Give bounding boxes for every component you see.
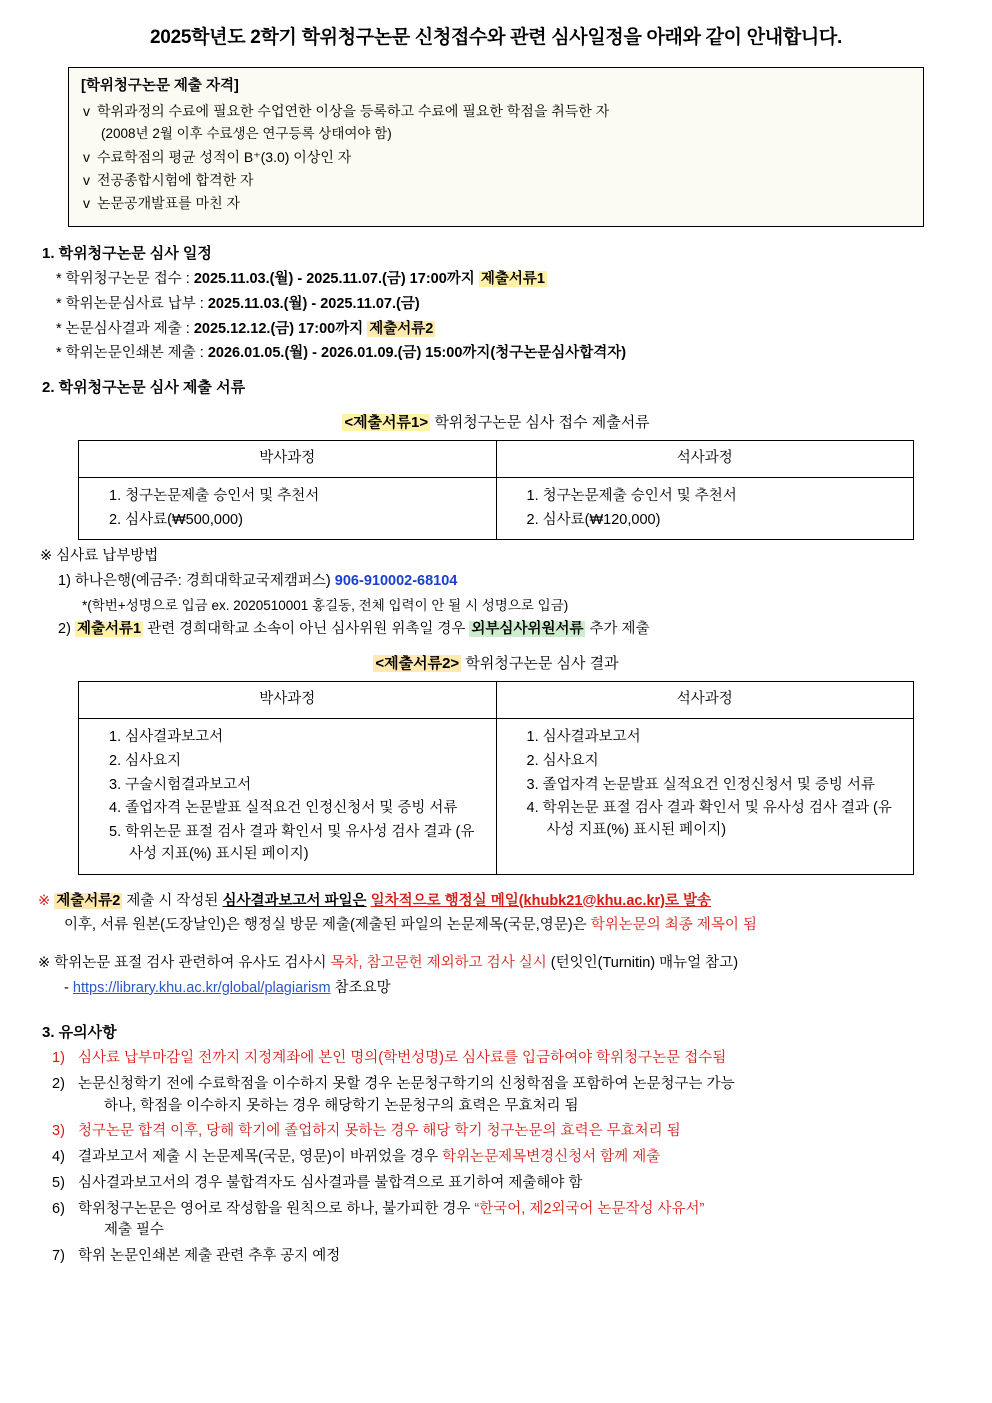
schedule-label-1: * 학위청구논문 접수 : [56,271,190,287]
chevron-icon: v [83,148,90,165]
payment-item-2 [58,619,954,641]
schedule-line-4 [56,343,954,365]
list-item: 5. 학위논문 표절 검사 결과 확인서 및 유사성 검사 결과 (유사성 지표(%) 표시된 페이지) [109,824,475,862]
notice-num-5: 5) [52,1174,65,1191]
payment-bank-label: 1) 하나은행(예금주: 경희대학교국제캠퍼스) [58,573,331,589]
list-item: 1. 심사결과보고서 [526,729,641,745]
qualification-item [81,170,911,191]
qualification-item-text: 논문공개발표를 마친 자 [97,194,241,211]
list-item: 1. 심사결과보고서 [109,729,224,745]
table-header-row [79,441,914,478]
qualification-item [81,101,911,122]
warning-block-1 [38,891,954,938]
notice-text-6-cont: 제출 필수 [104,1222,165,1239]
list-item: 2. 심사요지 [526,752,599,769]
table-2-caption-tag: <제출서류2> [375,654,460,672]
notice-item-3 [52,1121,954,1143]
table-2-header-master: 석사과정 [496,682,914,719]
payment-item-1 [58,571,954,593]
list-item: 2. 심사요지 [109,752,182,769]
warning-mid-1: 제출 시 작성된 [126,892,219,909]
schedule-label-2: * 학위논문심사료 납부 : [56,295,204,312]
table-1-caption-tag: <제출서류1> [344,413,429,431]
notice-text-1: 심사료 납부마감일 전까지 지정계좌에 본인 명의(학번성명)로 심사료를 입금하여야 학위청구논문 접수됨 [78,1050,727,1066]
section-1-heading: 1. 학위청구논문 심사 일정 [42,244,212,262]
table-2-cell-doctor [79,719,497,875]
warning-tag-1: 제출서류2 [56,892,121,909]
notice-text-2-cont: 하나, 학점을 이수하지 못하는 경우 해당학기 논문청구의 효력은 무효처리 됨 [104,1097,579,1114]
notice-item-6 [52,1199,954,1243]
chevron-icon: v [83,103,90,120]
qualification-item-text: 학위과정의 수료에 필요한 수업연한 이상을 등록하고 수료에 필요한 학점을 취득한 자 [97,103,610,120]
qualification-heading: [학위청구논문 제출 자격] [81,77,239,94]
qualification-subnote: (2008년 2월 이후 수료생은 연구등록 상태여야 함) [101,126,392,142]
plagiarism-guide-link[interactable]: https://library.khu.ac.kr/global/plagiarism [72,979,331,996]
warning-line-2 [38,915,954,937]
warning-text-2a: 학위논문 표절 검사 관련하여 유사도 검사시 [54,955,327,971]
list-item: 1. 청구논문제출 승인서 및 추천서 [109,487,320,504]
table-row [79,477,914,540]
schedule-line-1 [56,269,954,291]
warning-red-2: 목차, 참고문헌 제외하고 검사 실시 [330,955,547,971]
warning-line-2-text: 이후, 서류 원본(도장날인)은 행정실 방문 제출(제출된 파일의 논문제목(국문,영문)은 [64,917,587,934]
warning-mark-2: ※ [38,955,51,971]
warning-link-after: 참조요망 [334,979,391,996]
notice-text-7: 학위 논문인쇄본 제출 관련 추후 공지 예정 [78,1248,341,1264]
table-1-header-master: 석사과정 [496,441,914,478]
warning-line-1 [38,891,954,913]
table-1-header-doctor: 박사과정 [79,441,497,478]
qualification-box [68,67,924,227]
table-row [79,719,914,875]
warning-text-2b: (턴잇인(Turnitin) 매뉴얼 참고) [550,955,739,971]
notice-item-7 [52,1246,954,1268]
qualification-item [81,147,911,168]
payment-item-2-num: 2) [58,621,71,637]
table-header-row [79,682,914,719]
table-2-cell-master [496,719,914,875]
qualification-item-text: 수료학점의 평균 성적이 B⁺(3.0) 이상인 자 [97,148,352,165]
notice-text-4-red: 학위논문제목변경신청서 함께 제출 [442,1149,661,1165]
list-item: 4. 졸업자격 논문발표 실적요건 인정신청서 및 증빙 서류 [109,800,458,817]
notice-text-5: 심사결과보고서의 경우 불합격자도 심사결과를 불합격으로 표기하여 제출해야 함 [78,1174,583,1191]
schedule-value-2: 2025.11.03.(월) - 2025.11.07.(금) [207,295,420,312]
list-item: 3. 졸업자격 논문발표 실적요건 인정신청서 및 증빙 서류 [526,776,875,793]
section-2-heading: 2. 학위청구논문 심사 제출 서류 [42,379,246,396]
table-1-caption [38,412,954,435]
table-2-caption-text: 학위청구논문 심사 결과 [465,654,619,672]
notice-num-7: 7) [52,1248,65,1264]
notice-num-2: 2) [52,1075,65,1092]
notice-num-1: 1) [52,1050,65,1066]
dash-marker: - [64,979,69,996]
table-1-cell-master [496,477,914,540]
list-item: 2. 심사료(₩500,000) [109,511,243,528]
notice-num-4: 4) [52,1149,65,1165]
schedule-label-3: * 논문심사결과 제출 : [56,320,190,337]
payment-item-2-tag2: 외부심사위원서류 [471,621,584,637]
warning-bold-1: 심사결과보고서 파일은 [222,892,367,909]
schedule-value-1: 2025.11.03.(월) - 2025.11.07.(금) 17:00까지 [193,271,475,287]
warning-block-2 [38,953,954,1000]
notice-list [38,1048,954,1268]
list-item: 1. 청구논문제출 승인서 및 추천서 [526,487,737,504]
warning-line-3 [38,953,954,975]
schedule-line-3 [56,319,954,341]
submission-documents-table-1 [78,440,914,540]
table-1-cell-doctor [79,477,497,540]
notice-num-3: 3) [52,1123,65,1140]
payment-item-2-end: 추가 제출 [589,621,650,637]
notice-item-5 [52,1173,954,1195]
submission-documents-table-2 [78,681,914,874]
schedule-value-3: 2025.12.12.(금) 17:00까지 [193,320,364,337]
list-item: 2. 심사료(₩120,000) [526,511,661,528]
payment-item-2-mid: 관련 경희대학교 소속이 아닌 심사위원 위촉일 경우 [147,621,466,637]
notice-text-3: 청구논문 합격 이후, 당해 학기에 졸업하지 못하는 경우 해당 학기 청구논문의 효력은 무효처리 됨 [78,1123,681,1140]
page-title: 2025학년도 2학기 학위청구논문 신청접수와 관련 심사일정을 아래와 같이 안내합니다. [150,27,842,48]
chevron-icon: v [83,194,90,211]
payment-title: ※ 심사료 납부방법 [40,548,159,565]
qualification-item-text: 전공종합시험에 합격한 자 [97,171,254,188]
payment-account-number: 906-910002-68104 [334,573,458,589]
qualification-item [81,193,911,214]
notice-text-4: 결과보고서 제출 시 논문제목(국문, 영문)이 바뀌었을 경우 [78,1149,439,1165]
notice-text-6: 학위청구논문은 영어로 작성함을 원칙으로 하나, 불가피한 경우 [78,1200,471,1217]
table-2-header-doctor: 박사과정 [79,682,497,719]
chevron-icon: v [83,171,90,188]
warning-line-4 [38,978,954,1000]
section-3-heading: 3. 유의사항 [42,1023,117,1041]
notice-item-4 [52,1147,954,1169]
warning-red-1: 일차적으로 행정실 메일(khubk21@khu.ac.kr)로 발송 [370,892,712,909]
table-2-caption [38,653,954,676]
schedule-value-4: 2026.01.05.(월) - 2026.01.09.(금) 15:00까지(청구논문심사합격자) [207,345,627,362]
payment-item-1-note: *(학번+성명으로 입금 ex. 2020510001 홍길동, 전체 입력이 안 될 시 성명으로 입금) [82,597,569,613]
warning-line-2-red: 학위논문의 최종 제목이 됨 [590,917,757,934]
schedule-tag-3: 제출서류2 [369,320,434,337]
list-item: 3. 구술시험결과보고서 [109,776,252,793]
schedule-label-4: * 학위논문인쇄본 제출 : [56,345,204,362]
notice-num-6: 6) [52,1200,65,1217]
list-item: 4. 학위논문 표절 검사 결과 확인서 및 유사성 검사 결과 (유사성 지표(%) 표시된 페이지) [526,800,892,838]
payment-item-2-tag: 제출서류1 [76,621,142,637]
schedule-tag-1: 제출서류1 [480,271,545,287]
notice-text-6-red: “한국어, 제2외국어 논문작성 사유서” [474,1200,705,1217]
notice-item-1 [52,1048,954,1070]
schedule-line-2 [56,294,954,316]
notice-item-2 [52,1074,954,1118]
notice-text-2: 논문신청학기 전에 수료학점을 이수하지 못할 경우 논문청구학기의 신청학점을 포함하여 논문청구는 가능 [78,1075,735,1092]
table-1-caption-text: 학위청구논문 심사 접수 제출서류 [434,413,650,431]
warning-mark-1: ※ [38,892,51,909]
